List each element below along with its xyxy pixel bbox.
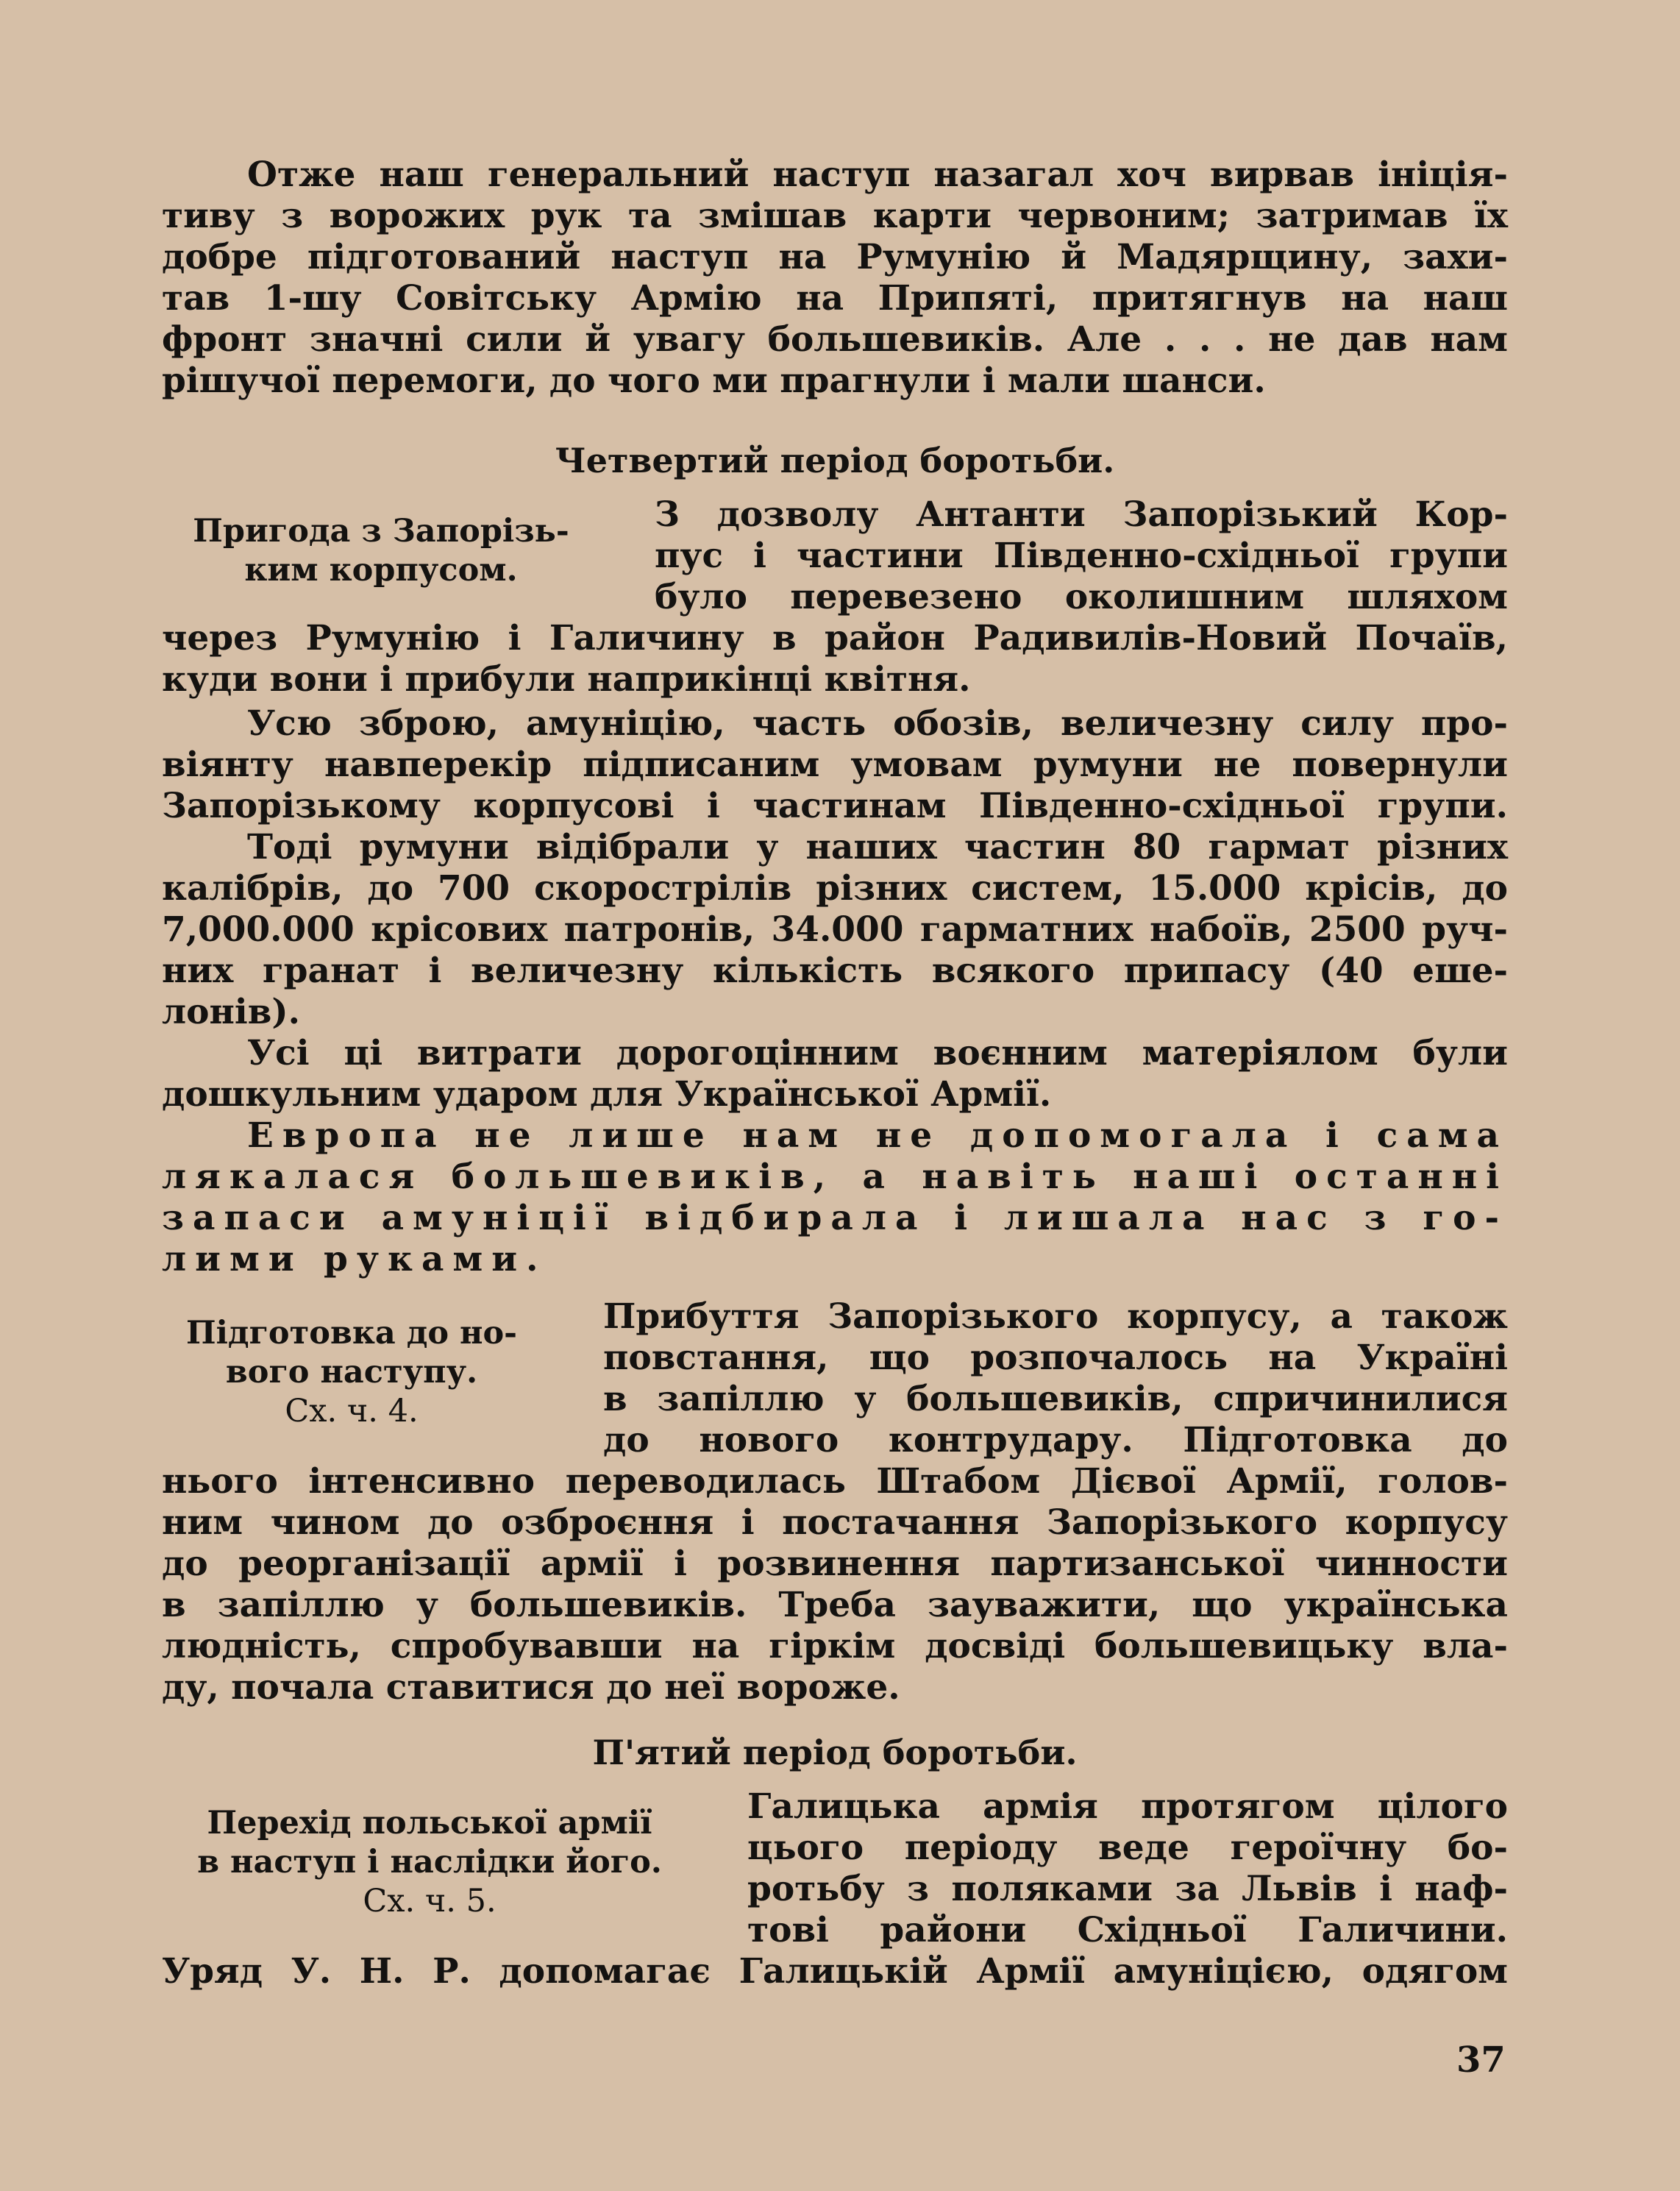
text-line: нього інтенсивно переводилась Штабом Дієвої Армії, голов- bbox=[162, 1461, 1508, 1502]
text-line: Галицька армія протягом цілого bbox=[747, 1786, 1508, 1827]
side-note-line: ким корпусом. bbox=[244, 552, 518, 589]
text-line: лонів). bbox=[162, 992, 300, 1032]
scheme-reference: Сх. ч. 4. bbox=[285, 1393, 419, 1430]
text-line: тав 1-шу Совітську Армію на Припяті, притягнув на наш bbox=[162, 278, 1508, 319]
text-line: цього періоду веде героїчну бо- bbox=[747, 1828, 1508, 1868]
text-line: фронт значні сили й увагу большевиків. Але . . . не дав нам bbox=[162, 319, 1508, 360]
text-line: лими руками. bbox=[162, 1239, 547, 1279]
text-line: було перевезено околишним шляхом bbox=[655, 577, 1508, 617]
text-line: куди вони і прибули наприкінці квітня. bbox=[162, 659, 971, 700]
text-line: Усі ці витрати дорогоцінним воєнним матеріялом були bbox=[247, 1033, 1508, 1073]
side-note-zaporizhian-corps bbox=[160, 512, 602, 590]
text-line: З дозволу Антанти Запорізький Кор- bbox=[655, 494, 1508, 535]
side-note-line: в наступ і наслідки його. bbox=[197, 1844, 662, 1881]
scheme-reference: Сх. ч. 5. bbox=[363, 1883, 496, 1920]
text-line: тові райони Східньої Галичини. bbox=[747, 1910, 1508, 1950]
side-note-line: вого наступу. bbox=[225, 1354, 478, 1391]
text-line: до нового контрудару. Підготовка до bbox=[603, 1420, 1508, 1460]
text-line: ротьбу з поляками за Львів і наф- bbox=[747, 1869, 1508, 1909]
text-line: Усю зброю, амуніцію, часть обозів, величезну силу про- bbox=[247, 703, 1508, 744]
text-line: в запіллю у большевиків, спричинилися bbox=[603, 1379, 1508, 1419]
text-line: віянту навперекір підписаним умовам румуни не повернули bbox=[162, 745, 1508, 785]
section-heading-fifth-period: П'ятий період боротьби. bbox=[592, 1733, 1078, 1772]
page-number: 37 bbox=[1456, 2039, 1506, 2081]
text-line: лякалася большевиків, а навіть наші останні bbox=[162, 1157, 1508, 1197]
text-line: в запіллю у большевиків. Треба зауважити, що українська bbox=[162, 1585, 1508, 1625]
text-line: дошкульним ударом для Української Армії. bbox=[162, 1074, 1052, 1115]
text-line: до реорганізації армії і розвинення партизанської чинности bbox=[162, 1544, 1508, 1584]
text-line: рішучої перемоги, до чого ми прагнули і мали шанси. bbox=[162, 361, 1266, 401]
text-line: ним чином до озброєння і постачання Запорізького корпусу bbox=[162, 1502, 1508, 1543]
text-line: Тоді румуни відібрали у наших частин 80 гармат різних bbox=[247, 827, 1508, 867]
text-line: пус і частини Південно-східньої групи bbox=[655, 536, 1508, 576]
text-line: добре підготований наступ на Румунію й Мадярщину, захи- bbox=[162, 237, 1508, 277]
text-line: тиву з ворожих рук та змішав карти червоним; затримав їх bbox=[162, 196, 1508, 236]
side-note-line: Пригода з Запорізь- bbox=[193, 513, 569, 550]
side-note-line: Перехід польської армії bbox=[207, 1805, 652, 1842]
section-heading-fourth-period: Четвертий період боротьби. bbox=[555, 441, 1115, 480]
text-line: Прибуття Запорізького корпусу, а також bbox=[603, 1296, 1508, 1337]
text-line: Уряд У. Н. Р. допомагає Галицькій Армії амуніцією, одягом bbox=[162, 1951, 1508, 1992]
side-note-polish-offensive bbox=[157, 1804, 702, 1921]
text-line: ду, почала ставитися до неї вороже. bbox=[162, 1667, 900, 1708]
text-line: людність, спробувавши на гіркім досвіді большевицьку вла- bbox=[162, 1626, 1508, 1666]
text-line: Отже наш генеральний наступ назагал хоч вирвав ініція- bbox=[247, 155, 1508, 195]
text-line: 7,000.000 крісових патронів, 34.000 гарматних набоїв, 2500 руч- bbox=[162, 909, 1508, 950]
text-line: калібрів, до 700 скорострілів різних систем, 15.000 крісів, до bbox=[162, 868, 1508, 909]
text-line: Европа не лише нам не допомогала і сама bbox=[247, 1115, 1508, 1156]
side-note-preparation bbox=[160, 1314, 543, 1431]
side-note-line: Підготовка до но- bbox=[185, 1315, 518, 1352]
text-line: Запорізькому корпусові і частинам Південно-східньої групи. bbox=[162, 786, 1508, 826]
text-line: запаси амуніції відбирала і лишала нас з го- bbox=[162, 1198, 1508, 1238]
text-line: повстання, що розпочалось на Україні bbox=[603, 1338, 1508, 1378]
text-line: через Румунію і Галичину в район Радивилів-Новий Почаїв, bbox=[162, 618, 1508, 658]
text-line: них гранат і величезну кількість всякого припасу (40 ешe- bbox=[162, 951, 1508, 991]
